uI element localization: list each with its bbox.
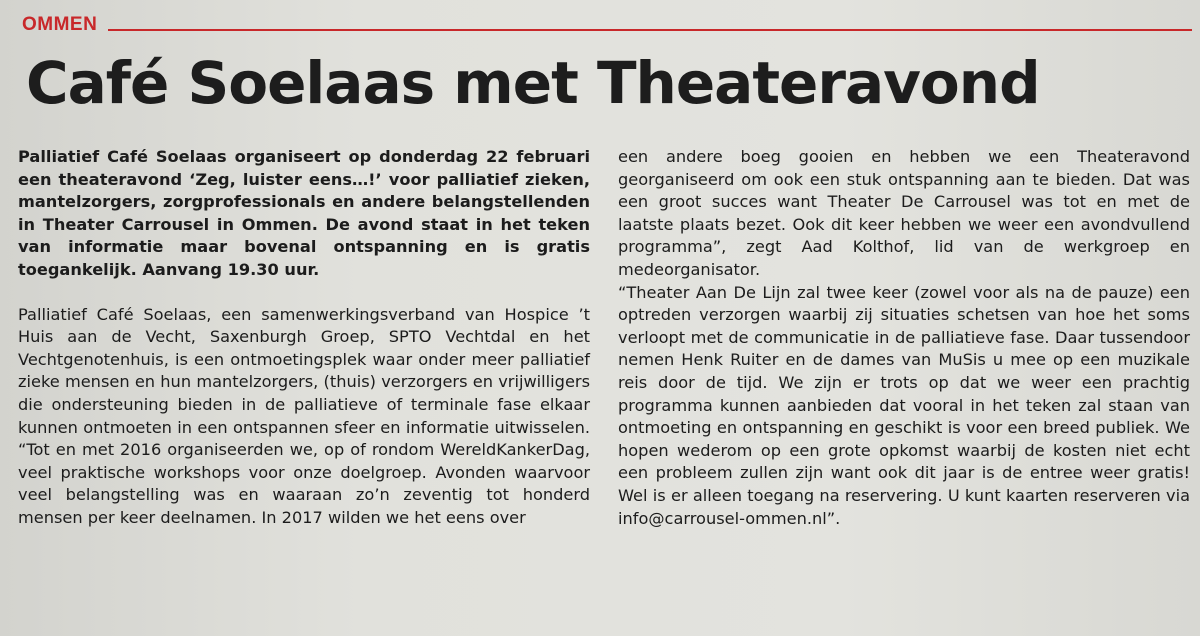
- article-body-right-2: “Theater Aan De Lijn zal twee keer (zowel voor als na de pauze) een optreden verzorgen waarbij zij situaties schetsen van hoe het soms verloopt met de communicatie in de palliatieve fase. Daar tussendoor nemen Henk Ruiter en de dames van MuSis u mee op een muzikale reis door de tijd. We zijn er trots op dat we weer een prachtig programma kunnen aanbieden dat vooral in het teken zal staan van ontmoeting en ontspanning en geschikt is voor een breed publiek. We hopen wederom op een grote opkomst waarbij de kosten niet echt een probleem zullen zijn want ook dit jaar is de entree weer gratis! Wel is er alleen toegang na reservering. U kunt kaarten reserveren via info@carrousel-ommen.nl”.: [618, 282, 1190, 528]
- article-intro: Palliatief Café Soelaas organiseert op donderdag 22 februari een theateravond ‘Zeg, luister eens…!’ voor palliatief zieken, mantelzorgers, zorgprofessionals en andere belangstellenden in Theater Carrousel in Ommen. De avond staat in het teken van informatie maar bovenal ontspanning en is gratis toegankelijk. Aanvang 19.30 uur.: [18, 147, 590, 279]
- article-column-right: [618, 146, 1190, 530]
- article-body-left: Palliatief Café Soelaas, een samenwerkingsverband van Hospice ’t Huis aan de Vecht, Saxenburgh Groep, SPTO Vechtdal en het Vechtgenotenhuis, is een ontmoetingsplek waar onder meer palliatief zieke mensen en hun mantelzorgers, (thuis) verzorgers en vrijwilligers die ondersteuning bieden in de palliatieve of terminale fase elkaar kunnen ontmoeten in een ontspannen sfeer en informatie uitwisselen. “Tot en met 2016 organiseerden we, op of rondom WereldKankerDag, veel praktische workshops voor onze doelgroep. Avonden waarvoor veel belangstelling was en waaraan zo’n zeventig tot honderd mensen per keer deelnamen. In 2017 wilden we het eens over: [18, 304, 590, 527]
- section-label: OMMEN: [22, 14, 98, 35]
- section-rule: [108, 29, 1192, 31]
- article-body-right-1: een andere boeg gooien en hebben we een Theateravond georganiseerd om ook een stuk ontspanning aan te bieden. Dat was een groot succes want Theater De Carrousel was tot en met de laatste plaats bezet. Ook dit keer hebben we weer een avondvullend programma”, zegt Aad Kolthof, lid van de werkgroep en medeorganisator.: [618, 147, 1190, 279]
- headline: Café Soelaas met Theateravond: [26, 49, 1040, 117]
- article-column-left: [18, 146, 590, 530]
